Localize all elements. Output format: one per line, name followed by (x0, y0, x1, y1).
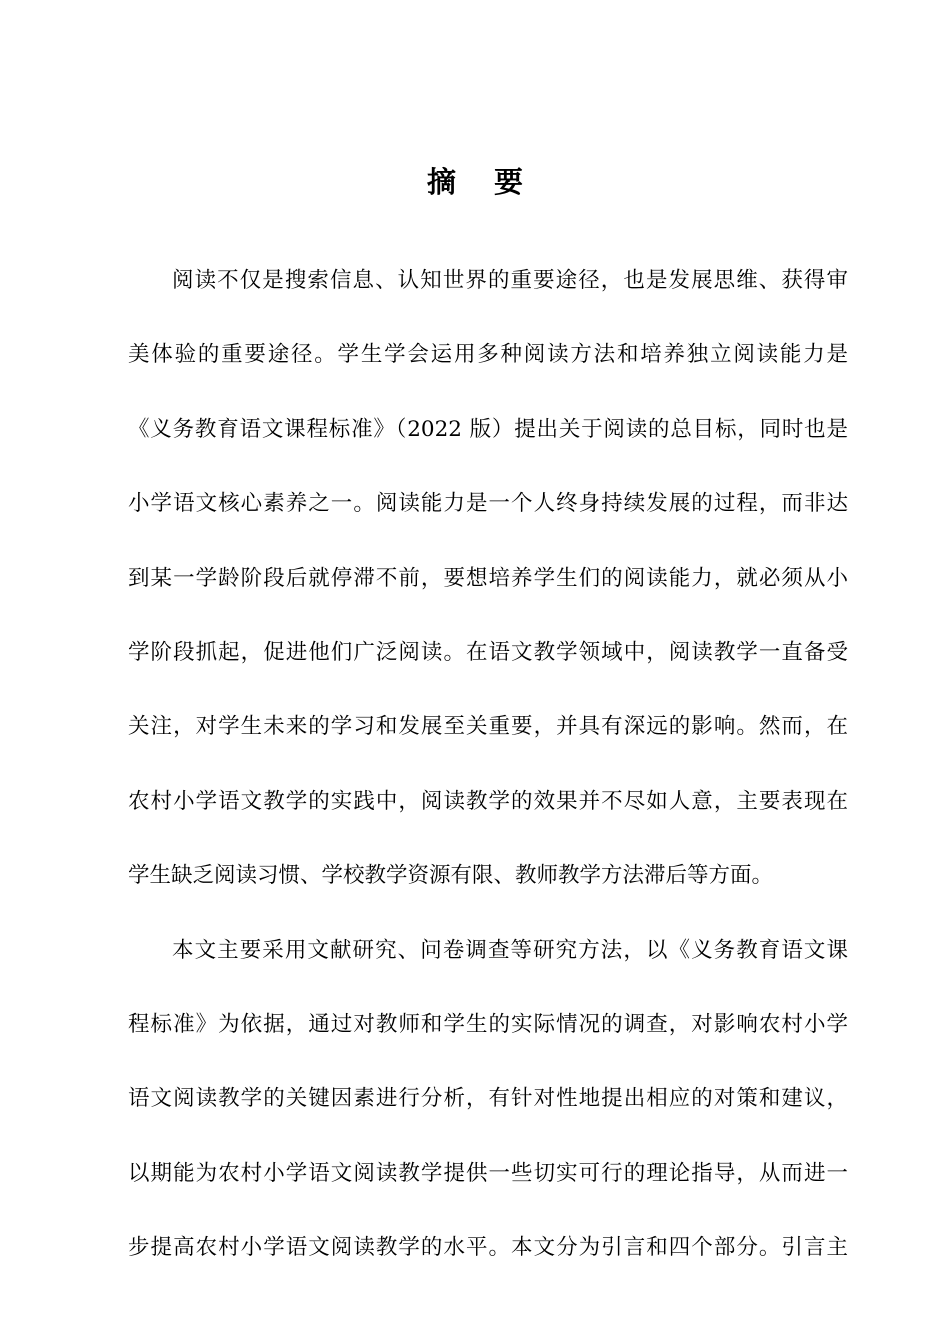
paragraph-1-line-5: 到某一学龄阶段后就停滞不前，要想培养学生们的阅读能力，就必须从小 (128, 565, 848, 591)
paragraph-2-line-5: 步提高农村小学语文阅读教学的水平。本文分为引言和四个部分。引言主 (128, 1235, 848, 1261)
title-char-2: 要 (494, 165, 524, 199)
paragraph-2-line-4: 以期能为农村小学语文阅读教学提供一些切实可行的理论指导，从而进一 (128, 1160, 848, 1186)
paragraph-1-line-1: 阅读不仅是搜索信息、认知世界的重要途径，也是发展思维、获得审 (172, 268, 848, 293)
paragraph-1-line-3: 《义务教育语文课程标准》（2022 版）提出关于阅读的总目标，同时也是 (128, 416, 848, 442)
paragraph-2-line-3: 语文阅读教学的关键因素进行分析，有针对性地提出相应的对策和建议， (128, 1086, 848, 1112)
page-title (0, 160, 950, 201)
paragraph-1-line-4: 小学语文核心素养之一。阅读能力是一个人终身持续发展的过程，而非达 (128, 491, 848, 517)
paragraph-1-line-2: 美体验的重要途径。学生学会运用多种阅读方法和培养独立阅读能力是 (128, 342, 848, 368)
paragraph-1-line-9: 学生缺乏阅读习惯、学校教学资源有限、教师教学方法滞后等方面。 (128, 863, 774, 889)
paragraph-1-line-7: 关注，对学生未来的学习和发展至关重要，并具有深远的影响。然而，在 (128, 714, 848, 740)
abstract-body (128, 244, 848, 1285)
paragraph-1-line-6: 学阶段抓起，促进他们广泛阅读。在语文教学领域中，阅读教学一直备受 (128, 639, 848, 665)
title-char-1: 摘 (426, 165, 456, 199)
paragraph-1-line-8: 农村小学语文教学的实践中，阅读教学的效果并不尽如人意，主要表现在 (128, 788, 848, 814)
paragraph-2-line-2: 程标准》为依据，通过对教师和学生的实际情况的调查，对影响农村小学 (128, 1011, 848, 1037)
paragraph-2-line-1: 本文主要采用文献研究、问卷调查等研究方法，以《义务教育语文课 (172, 937, 848, 963)
